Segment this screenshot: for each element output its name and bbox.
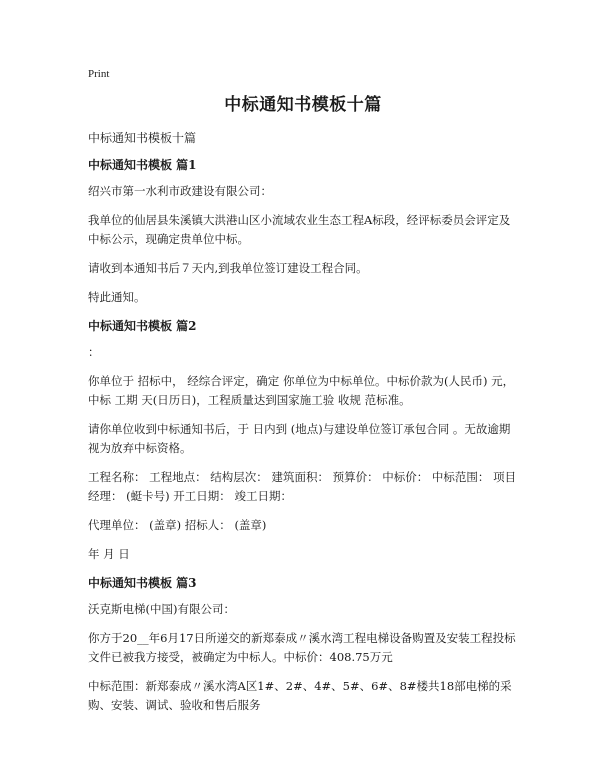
paragraph: 沃克斯电梯(中国)有限公司： — [88, 602, 235, 616]
paragraph: 工程名称： 工程地点： 结构层次： 建筑面积： 预算价： 中标价： 中标范围： 项目经理： (蜓卡号) 开工日期： 竣工日期： — [88, 470, 517, 503]
paragraph: 请你单位收到中标通知书后，于 日内到 (地点)与建设单位签订承包合同 。无故逾期视为放弃中标资格。 — [88, 422, 511, 455]
paragraph: 绍兴市第一水利市政建设有限公司： — [88, 184, 272, 198]
section-2 — [88, 317, 518, 564]
paragraph: 请收到本通知书后７天内,到我单位签订建设工程合同。 — [88, 261, 368, 275]
paragraph: 我单位的仙居县朱溪镇大洪港山区小流域农业生态工程A标段，经评标委员会评定及中标公示，现确定贵单位中标。 — [88, 213, 511, 246]
document-page — [88, 68, 518, 725]
document-subtitle: 中标通知书模板十篇 — [88, 131, 197, 145]
paragraph: 中标范围：新郑泰成〃溪水湾A区1#、2#、4#、5#、6#、8#楼共18部电梯的采购、安装、调试、验收和售后服务 — [88, 679, 512, 712]
section-3 — [88, 574, 518, 715]
section-1 — [88, 156, 518, 307]
paragraph: 你单位于 招标中， 经综合评定，确定 你单位为中标单位。中标价款为(人民币) 元，中标 工期 天(日历日)，工程质量达到国家施工验 收规 范标准。 — [88, 374, 515, 407]
print-link[interactable]: Print — [88, 68, 110, 80]
paragraph: 你方于20__年6月17日所递交的新郑泰成〃溪水湾工程电梯设备购置及安装工程投标文件已被我方接受，被确定为中标人。中标价：408.75万元 — [88, 631, 516, 664]
paragraph: 年 月 日 — [88, 547, 130, 561]
paragraph: 代理单位： (盖章) 招标人： (盖章) — [88, 518, 267, 532]
section-heading: 中标通知书模板 篇3 — [88, 576, 197, 590]
section-heading: 中标通知书模板 篇2 — [88, 319, 197, 333]
paragraph: ： — [88, 345, 100, 359]
section-heading: 中标通知书模板 篇1 — [88, 158, 197, 172]
document-title: 中标通知书模板十篇 — [224, 95, 382, 115]
paragraph: 特此通知。 — [88, 290, 146, 304]
